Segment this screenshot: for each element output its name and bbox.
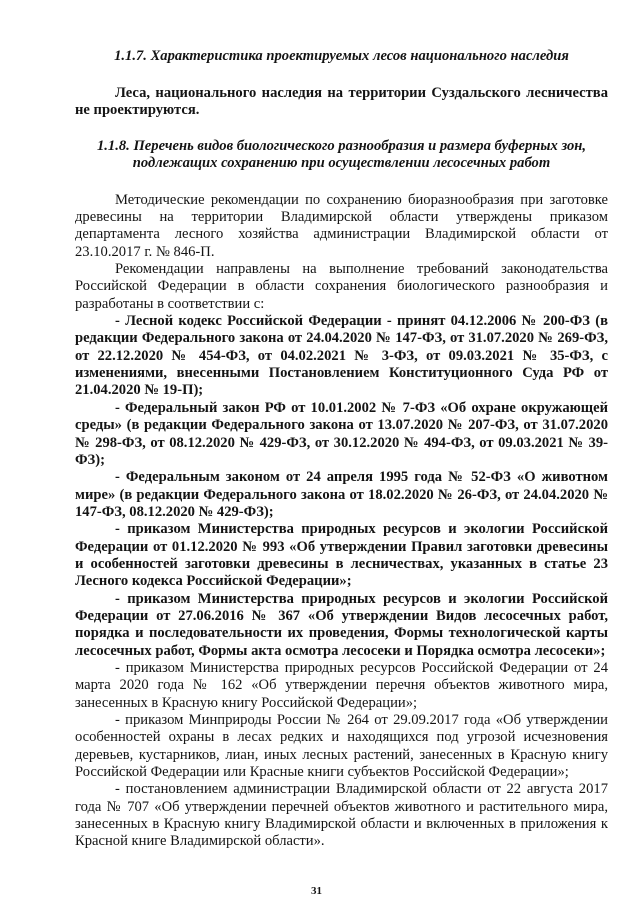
heading-line-1: 1.1.8. Перечень видов биологического разнообразия и размера буферных зон, [96,137,587,154]
list-item-resolution-707: - постановлением администрации Владимирской области от 22 августа 2017 года № 707 «Об утверждении перечней объектов животного и растительного мира, занесенных в Красную книгу Владимирской области и включенных в приложения к Красной книге Владимирской области». [75,781,608,850]
section-heading-1-1-7: 1.1.7. Характеристика проектируемых лесов национального наследия [114,48,569,64]
heading-line-2: подлежащих сохранению при осуществлении лесосечных работ [132,154,551,171]
list-item-environment-law: - Федеральный закон РФ от 10.01.2002 № 7-ФЗ «Об охране окружающей среды» (в редакции Федерального закона от 13.07.2020 № 207-ФЗ, от 31.07.2020 № 298-ФЗ, от 08.12.2020 № 429-ФЗ, от 30.12.2020 № 494-ФЗ, от 09.03.2021 № 39-ФЗ); [75,399,608,468]
paragraph-recommendations-purpose: Рекомендации направлены на выполнение требований законодательства Российской Федерации в области сохранения биологического разнообразия и разработаны в соответствии с: [75,261,608,312]
list-item-forest-code: - Лесной кодекс Российской Федерации - принят 04.12.2006 № 200-ФЗ (в редакции Федерального закона от 24.04.2020 № 147-ФЗ, от 31.07.2020 № 269-ФЗ, от 22.12.2020 № 454-ФЗ, от 04.02.2021 № 3-ФЗ, от 09.03.2021 № 35-ФЗ, с изменениями, внесенными Постановлением Конституционного Суда РФ от 21.04.2020 № 19-П); [75,313,608,399]
paragraph-national-heritage: Леса, национального наследия на территории Суздальского лесничества не проектируются. [75,85,608,119]
section-heading-1-1-8 [75,138,608,172]
list-item-order-264: - приказом Минприроды России № 264 от 29.09.2017 года «Об утверждении особенностей охраны в лесах редких и находящихся под угрозой исчезновения деревьев, кустарников, лиан, иных лесных растений, занесенных в Красную книгу Российской Федерации или Красные книги субъектов Российской Федерации»; [75,712,608,781]
list-item-order-162: - приказом Министерства природных ресурсов Российской Федерации от 24 марта 2020 года № 162 «Об утверждении перечня объектов животного мира, занесенных в Красную книгу Российской Федерации»; [75,659,608,711]
page-number: 31 [311,885,322,897]
paragraph-methodical-recommendations: Методические рекомендации по сохранению биоразнообразия при заготовке древесины на территории Владимирской области утверждены приказом департамента лесного хозяйства администрации Владимирской области от 23.10.2017 г. № 846-П. [75,191,608,260]
list-item-order-367: - приказом Министерства природных ресурсов и экологии Российской Федерации от 27.06.2016 № 367 «Об утверждении Видов лесосечных работ, порядка и последовательности их проведения, Формы технологической карты лесосечных работ, Формы акта осмотра лесосеки и Порядка осмотра лесосеки»; [75,590,608,659]
list-item-order-993: - приказом Министерства природных ресурсов и экологии Российской Федерации от 01.12.2020 № 993 «Об утверждении Правил заготовки древесины и особенностей заготовки древесины в лесничествах, указанных в статье 23 Лесного кодекса Российской Федерации»; [75,521,608,590]
document-page [75,48,608,851]
list-item-wildlife-law: - Федеральным законом от 24 апреля 1995 года № 52-ФЗ «О животном мире» (в редакции Федерального закона от 18.02.2020 № 26-ФЗ, от 24.04.2020 № 147-ФЗ, 08.12.2020 № 429-ФЗ); [75,469,608,520]
